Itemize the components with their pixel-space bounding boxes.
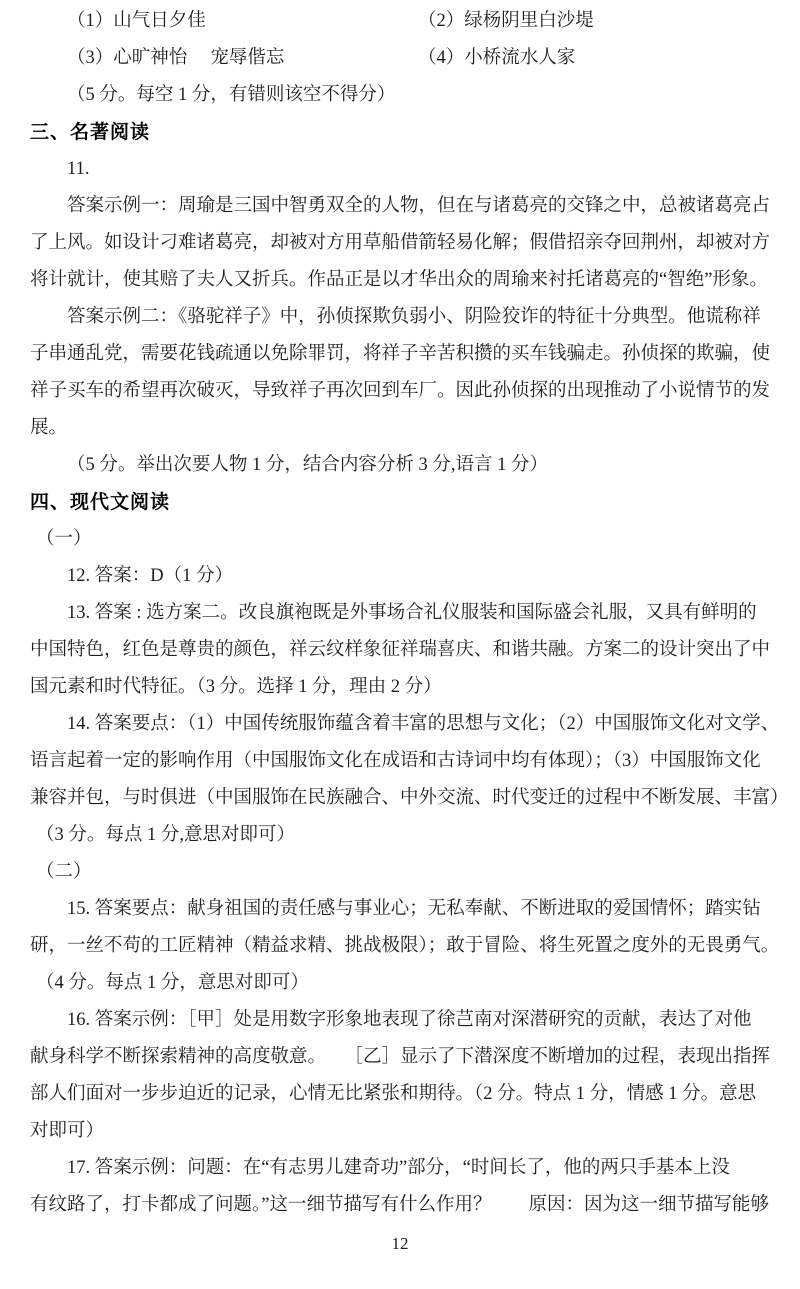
answer-line-q17: 17. 答案示例：问题：在“有志男儿建奇功”部分，“时间长了，他的两只手基本上没 [67,1158,730,1178]
score-note-dictation: （5 分。每空 1 分，有错则该空不得分） [67,85,396,105]
answer-line-q16: 16. 答案示例：［甲］处是用数字形象地表现了徐芑南对深潜研究的贡献，表达了对他 [67,1010,752,1030]
question-11-number: 11. [67,159,90,179]
score-note-q14: （3 分。每点 1 分,意思对即可） [36,825,296,845]
answer-line-q16: 部人们面对一步步迫近的记录，心情无比紧张和期待。（2 分。特点 1 分，情感 1 分。意思 [30,1084,757,1104]
page-number: 12 [391,1234,409,1253]
fill-in-answer-3: （3）心旷神怡 宠辱偕忘 [67,48,285,68]
answer-line-q17: 有纹路了，打卡都成了问题。”这一细节描写有什么作用？ 原因：因为这一细节描写能够 [30,1195,769,1215]
answer-example-2-line: 子串通乱党，需要花钱疏通以免除罪罚，将祥子辛苦积攒的买车钱骗走。孙侦探的欺骗，使 [30,344,771,364]
answer-line-q12: 12. 答案：D（1 分） [67,566,233,586]
answer-example-2-line: 答案示例二：《骆驼祥子》中，孙侦探欺负弱小、阴险狡诈的特征十分典型。他谎称祥 [67,307,761,327]
subsection-label-two: （二） [36,862,92,882]
answer-example-1-line: 将计就计，使其赔了夫人又折兵。作品正是以才华出众的周瑜来衬托诸葛亮的“智绝”形象。 [30,270,768,290]
answer-line-q16: 献身科学不断探索精神的高度敬意。 ［乙］显示了下潜深度不断增加的过程，表现出指挥 [30,1047,771,1067]
score-note-q11: （5 分。举出次要人物 1 分，结合内容分析 3 分,语言 1 分） [67,455,549,475]
fill-in-answer-4: （4）小桥流水人家 [418,48,576,68]
subsection-label-one: （一） [36,529,92,549]
answer-line-q14: 语言起着一定的影响作用（中国服饰文化在成语和古诗词中均有体现）；（3）中国服饰文化 [30,751,761,771]
answer-example-2-line: 祥子买车的希望再次破灭，导致祥子再次回到车厂。因此孙侦探的出现推动了小说情节的发 [30,381,771,401]
answer-example-1-line: 答案示例一：周瑜是三国中智勇双全的人物，但在与诸葛亮的交锋之中，总被诸葛亮占 [67,196,771,216]
answer-line-q13: 国元素和时代特征。（3 分。选择 1 分，理由 2 分） [30,677,442,697]
fill-in-answer-1: （1）山气日夕佳 [67,11,206,31]
answer-example-1-line: 了上风。如设计刁难诸葛亮，却被对方用草船借箭轻易化解；假借招亲夺回荆州，却被对方 [30,233,771,253]
answer-example-2-line: 展。 [30,418,68,438]
answer-line-q14: 兼容并包，与时俱进（中国服饰在民族融合、中外交流、时代变迁的过程中不断发展、丰富） [30,788,789,808]
fill-in-row [30,40,772,77]
section-heading-modern-text-reading: 四、现代文阅读 [30,492,171,513]
answer-line-q15: 研，一丝不苟的工匠精神（精益求精、挑战极限）；敢于冒险、将生死置之度外的无畏勇气。 [30,936,780,956]
answer-line-q15: 15. 答案要点：献身祖国的责任感与事业心；无私奉献、不断进取的爱国情怀；踏实钻 [67,899,761,919]
score-note-q15: （4 分。每点 1 分，意思对即可） [36,973,309,993]
fill-in-row [30,3,772,40]
section-heading-famous-works-reading: 三、名著阅读 [30,122,151,143]
answer-line-q16: 对即可） [30,1121,105,1141]
answer-line-q13: 13. 答案 : 选方案二。改良旗袍既是外事场合礼仪服装和国际盛会礼服，又具有鲜明的 [67,603,757,623]
answer-line-q13: 中国特色，红色是尊贵的颜色，祥云纹样象征祥瑞喜庆、和谐共融。方案二的设计突出了中 [30,640,771,660]
answer-line-q14: 14. 答案要点：（1）中国传统服饰蕴含着丰富的思想与文化；（2）中国服饰文化对文学、 [67,714,780,734]
fill-in-answer-2: （2）绿杨阴里白沙堤 [418,11,594,31]
